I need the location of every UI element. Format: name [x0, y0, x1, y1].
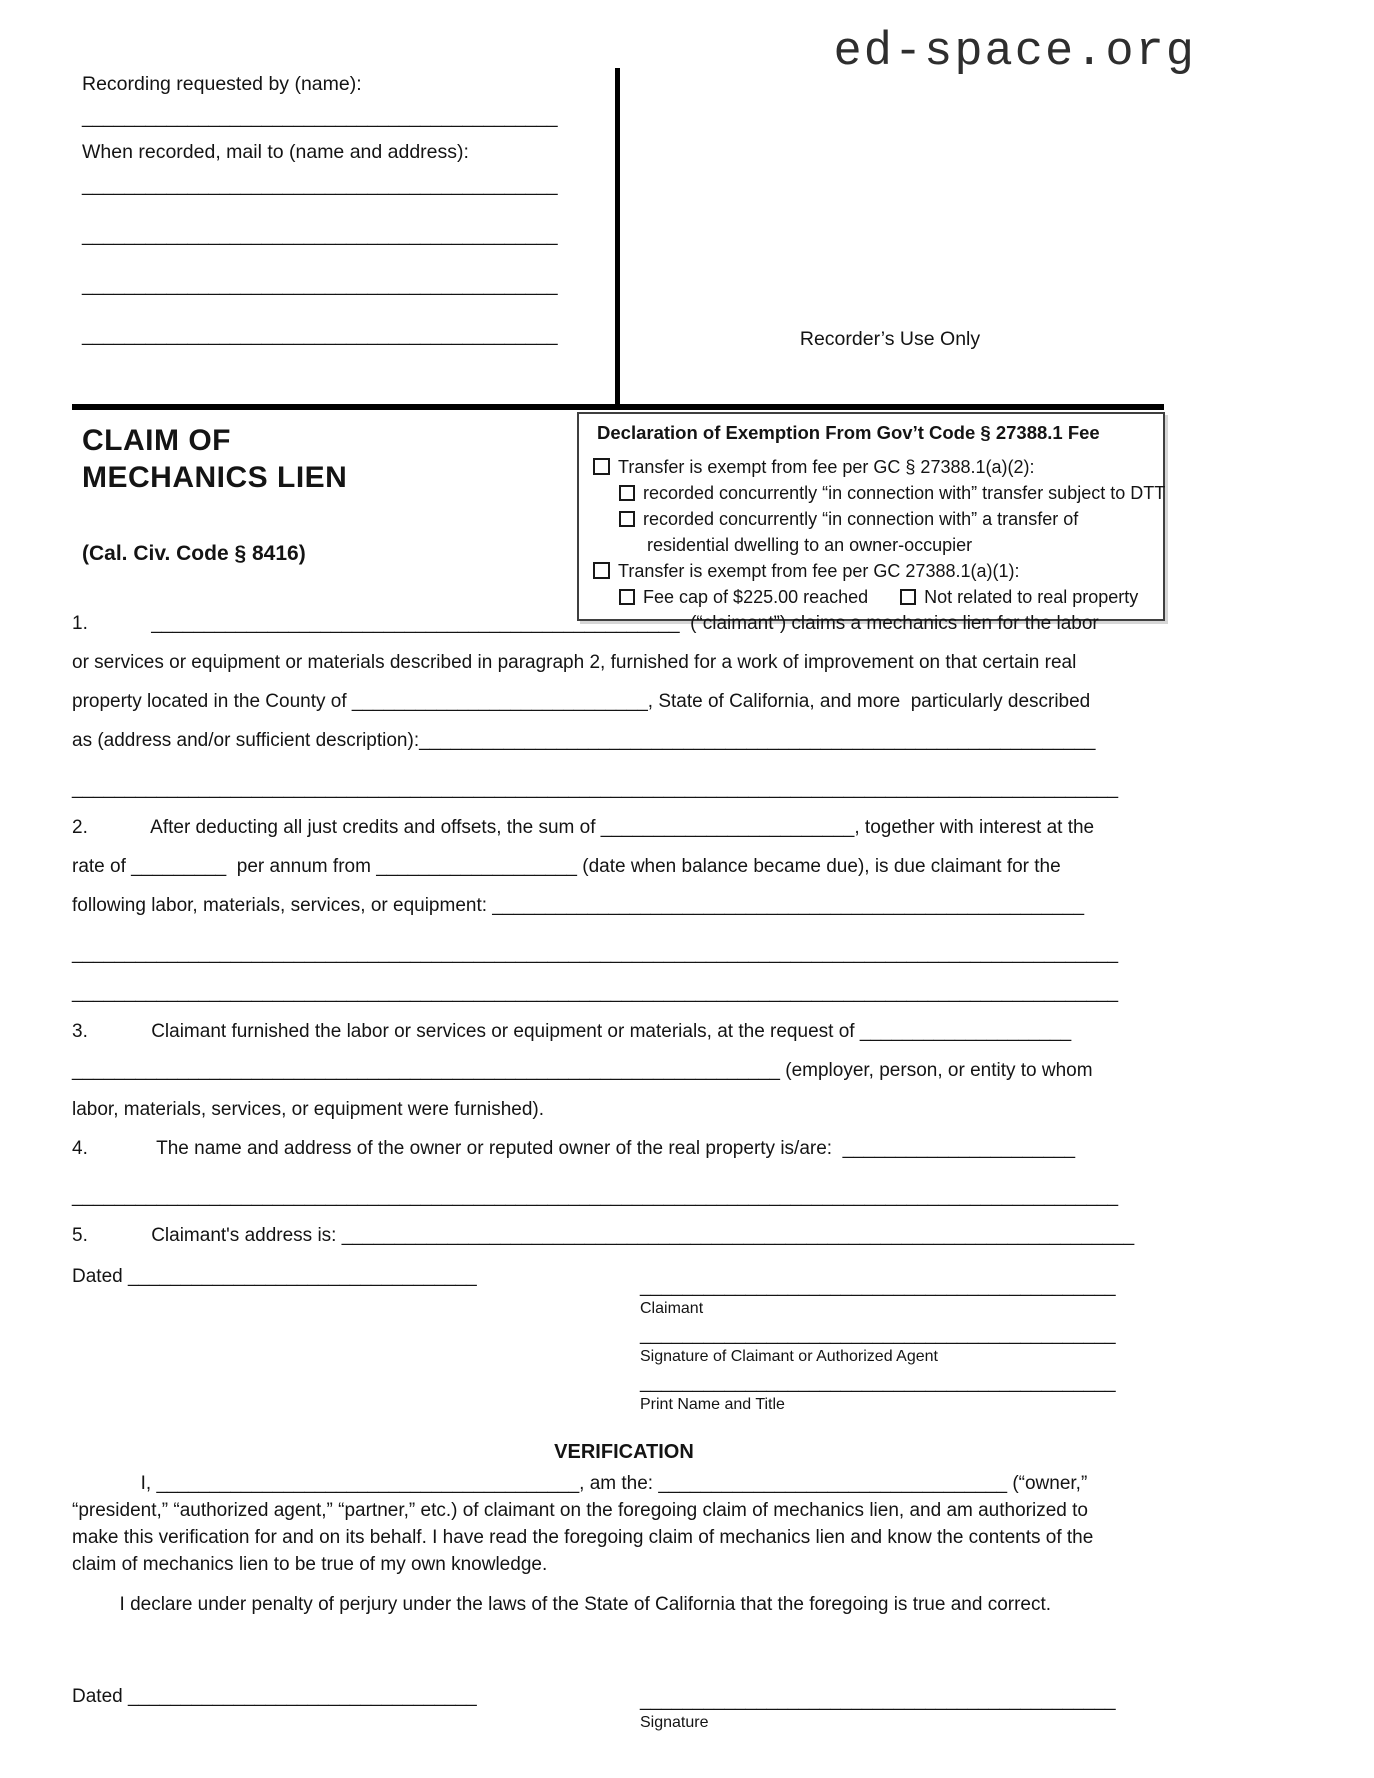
verification-line: claim of mechanics lien to be true of my own knowledge.: [72, 1554, 548, 1575]
form-line: labor, materials, services, or equipment were furnished).: [72, 1099, 545, 1120]
exemption-label: Transfer is exempt from fee per GC § 27388.1(a)(2):: [618, 457, 1035, 477]
form-line: 3. Claimant furnished the labor or services or equipment or materials, at the request of ____________________: [72, 1021, 1072, 1042]
exemption-row: [619, 480, 1166, 506]
form-line: 4. The name and address of the owner or reputed owner of the real property is/are: ______________________: [72, 1138, 1076, 1159]
code-reference: (Cal. Civ. Code § 8416): [82, 542, 306, 565]
dated-line: Dated _________________________________: [72, 1266, 477, 1287]
vertical-divider: [615, 68, 620, 405]
signature-label: Signature of Claimant or Authorized Agent: [640, 1348, 938, 1365]
exemption-label: Fee cap of $225.00 reached: [643, 587, 869, 607]
horizontal-rule: [72, 404, 1164, 410]
exemption-label-continuation: residential dwelling to an owner-occupier: [647, 535, 973, 555]
checkbox-recorded-residential[interactable]: [619, 511, 635, 527]
signature-block: [640, 1276, 1120, 1420]
doc-title-line2: MECHANICS LIEN: [82, 461, 348, 494]
verification-line: “president,” “authorized agent,” “partner,” etc.) of claimant on the foregoing claim of mechanics lien, and am authorized to: [72, 1500, 1088, 1521]
recorders-use-label: Recorder’s Use Only: [799, 328, 981, 350]
exemption-label: recorded concurrently “in connection with” a transfer of: [643, 509, 1079, 529]
signature-label: Claimant: [640, 1300, 704, 1317]
form-line: or services or equipment or materials described in paragraph 2, furnished for a work of improvement on that certain real: [72, 652, 1077, 673]
signature-line: _____________________________________________: [640, 1690, 1116, 1711]
checkbox-exempt-a2[interactable]: [593, 458, 610, 475]
signature-block-bottom: [640, 1690, 1120, 1738]
blank-line: _____________________________________________: [82, 275, 558, 296]
checkbox-exempt-a1[interactable]: [593, 562, 610, 579]
signature-label: Signature: [640, 1714, 709, 1731]
verification-paragraph: [72, 1470, 1176, 1578]
blank-line: _____________________________________________: [82, 225, 558, 246]
recording-requested-label: Recording requested by (name):: [82, 73, 362, 95]
title-block: [82, 422, 552, 566]
checkbox-recorded-dtt[interactable]: [619, 485, 635, 501]
form-line: rate of _________ per annum from ___________________ (date when balance became due), is due claimant for the: [72, 856, 1061, 877]
checkbox-fee-cap[interactable]: [619, 589, 635, 605]
doc-title-line1: CLAIM OF: [82, 424, 231, 457]
exemption-row: [593, 558, 1153, 584]
perjury-declaration: I declare under penalty of perjury under the laws of the State of California that the foregoing is true and correct.: [72, 1594, 1052, 1615]
fee-exemption-box: [577, 412, 1165, 621]
dated-line: Dated _________________________________: [72, 1686, 477, 1707]
form-line: 5. Claimant's address is: ___________________________________________________________________________: [72, 1225, 1135, 1246]
form-line: following labor, materials, services, or equipment: ________________________________________________________: [72, 895, 1085, 916]
exemption-label: Not related to real property: [924, 587, 1139, 607]
blank-line: ___________________________________________________________________________________________________: [72, 1186, 1119, 1207]
signature-line: _____________________________________________: [640, 1324, 1116, 1345]
signature-line: _____________________________________________: [640, 1276, 1116, 1297]
verification-section: [72, 1440, 1176, 1618]
mail-to-label: When recorded, mail to (name and address):: [82, 141, 469, 163]
form-line: 1. __________________________________________________ (“claimant”) claims a mechanics lien for the labor: [72, 613, 1099, 634]
signature-line: _____________________________________________: [640, 1372, 1116, 1393]
blank-line: ___________________________________________________________________________________________________: [72, 778, 1119, 799]
form-line: property located in the County of ____________________________, State of California, and more particularly described: [72, 691, 1091, 712]
blank-line: _____________________________________________: [82, 325, 558, 346]
signature-label: Print Name and Title: [640, 1396, 785, 1413]
site-logo: ed-space.org: [833, 26, 1196, 79]
verification-line: I, ________________________________________, am the: _________________________________ (“owner,”: [72, 1473, 1088, 1494]
recording-header: [82, 72, 574, 348]
verification-line: make this verification for and on its behalf. I have read the foregoing claim of mechanics lien and know the contents of the: [72, 1527, 1094, 1548]
exemption-label: Transfer is exempt from fee per GC 27388.1(a)(1):: [618, 561, 1020, 581]
exemption-row: [619, 506, 1153, 532]
form-line: as (address and/or sufficient description):________________________________________________________________: [72, 730, 1096, 751]
blank-line: _____________________________________________: [82, 175, 558, 196]
exemption-box-title: Declaration of Exemption From Gov’t Code § 27388.1 Fee: [597, 422, 1100, 443]
blank-line: ___________________________________________________________________________________________________: [72, 982, 1119, 1003]
blank-line: ___________________________________________________________________________________________________: [72, 943, 1119, 964]
exemption-label: recorded concurrently “in connection with” transfer subject to DTT: [643, 483, 1166, 503]
blank-line: _____________________________________________: [82, 107, 558, 128]
exemption-row: [593, 454, 1153, 480]
checkbox-not-real-property[interactable]: [900, 589, 916, 605]
verification-heading: VERIFICATION: [554, 1441, 694, 1463]
form-body: [72, 604, 1176, 1255]
form-line: 2. After deducting all just credits and offsets, the sum of ________________________, together with interest at the: [72, 817, 1095, 838]
form-line: ___________________________________________________________________ (employer, person, or entity to whom: [72, 1060, 1093, 1081]
